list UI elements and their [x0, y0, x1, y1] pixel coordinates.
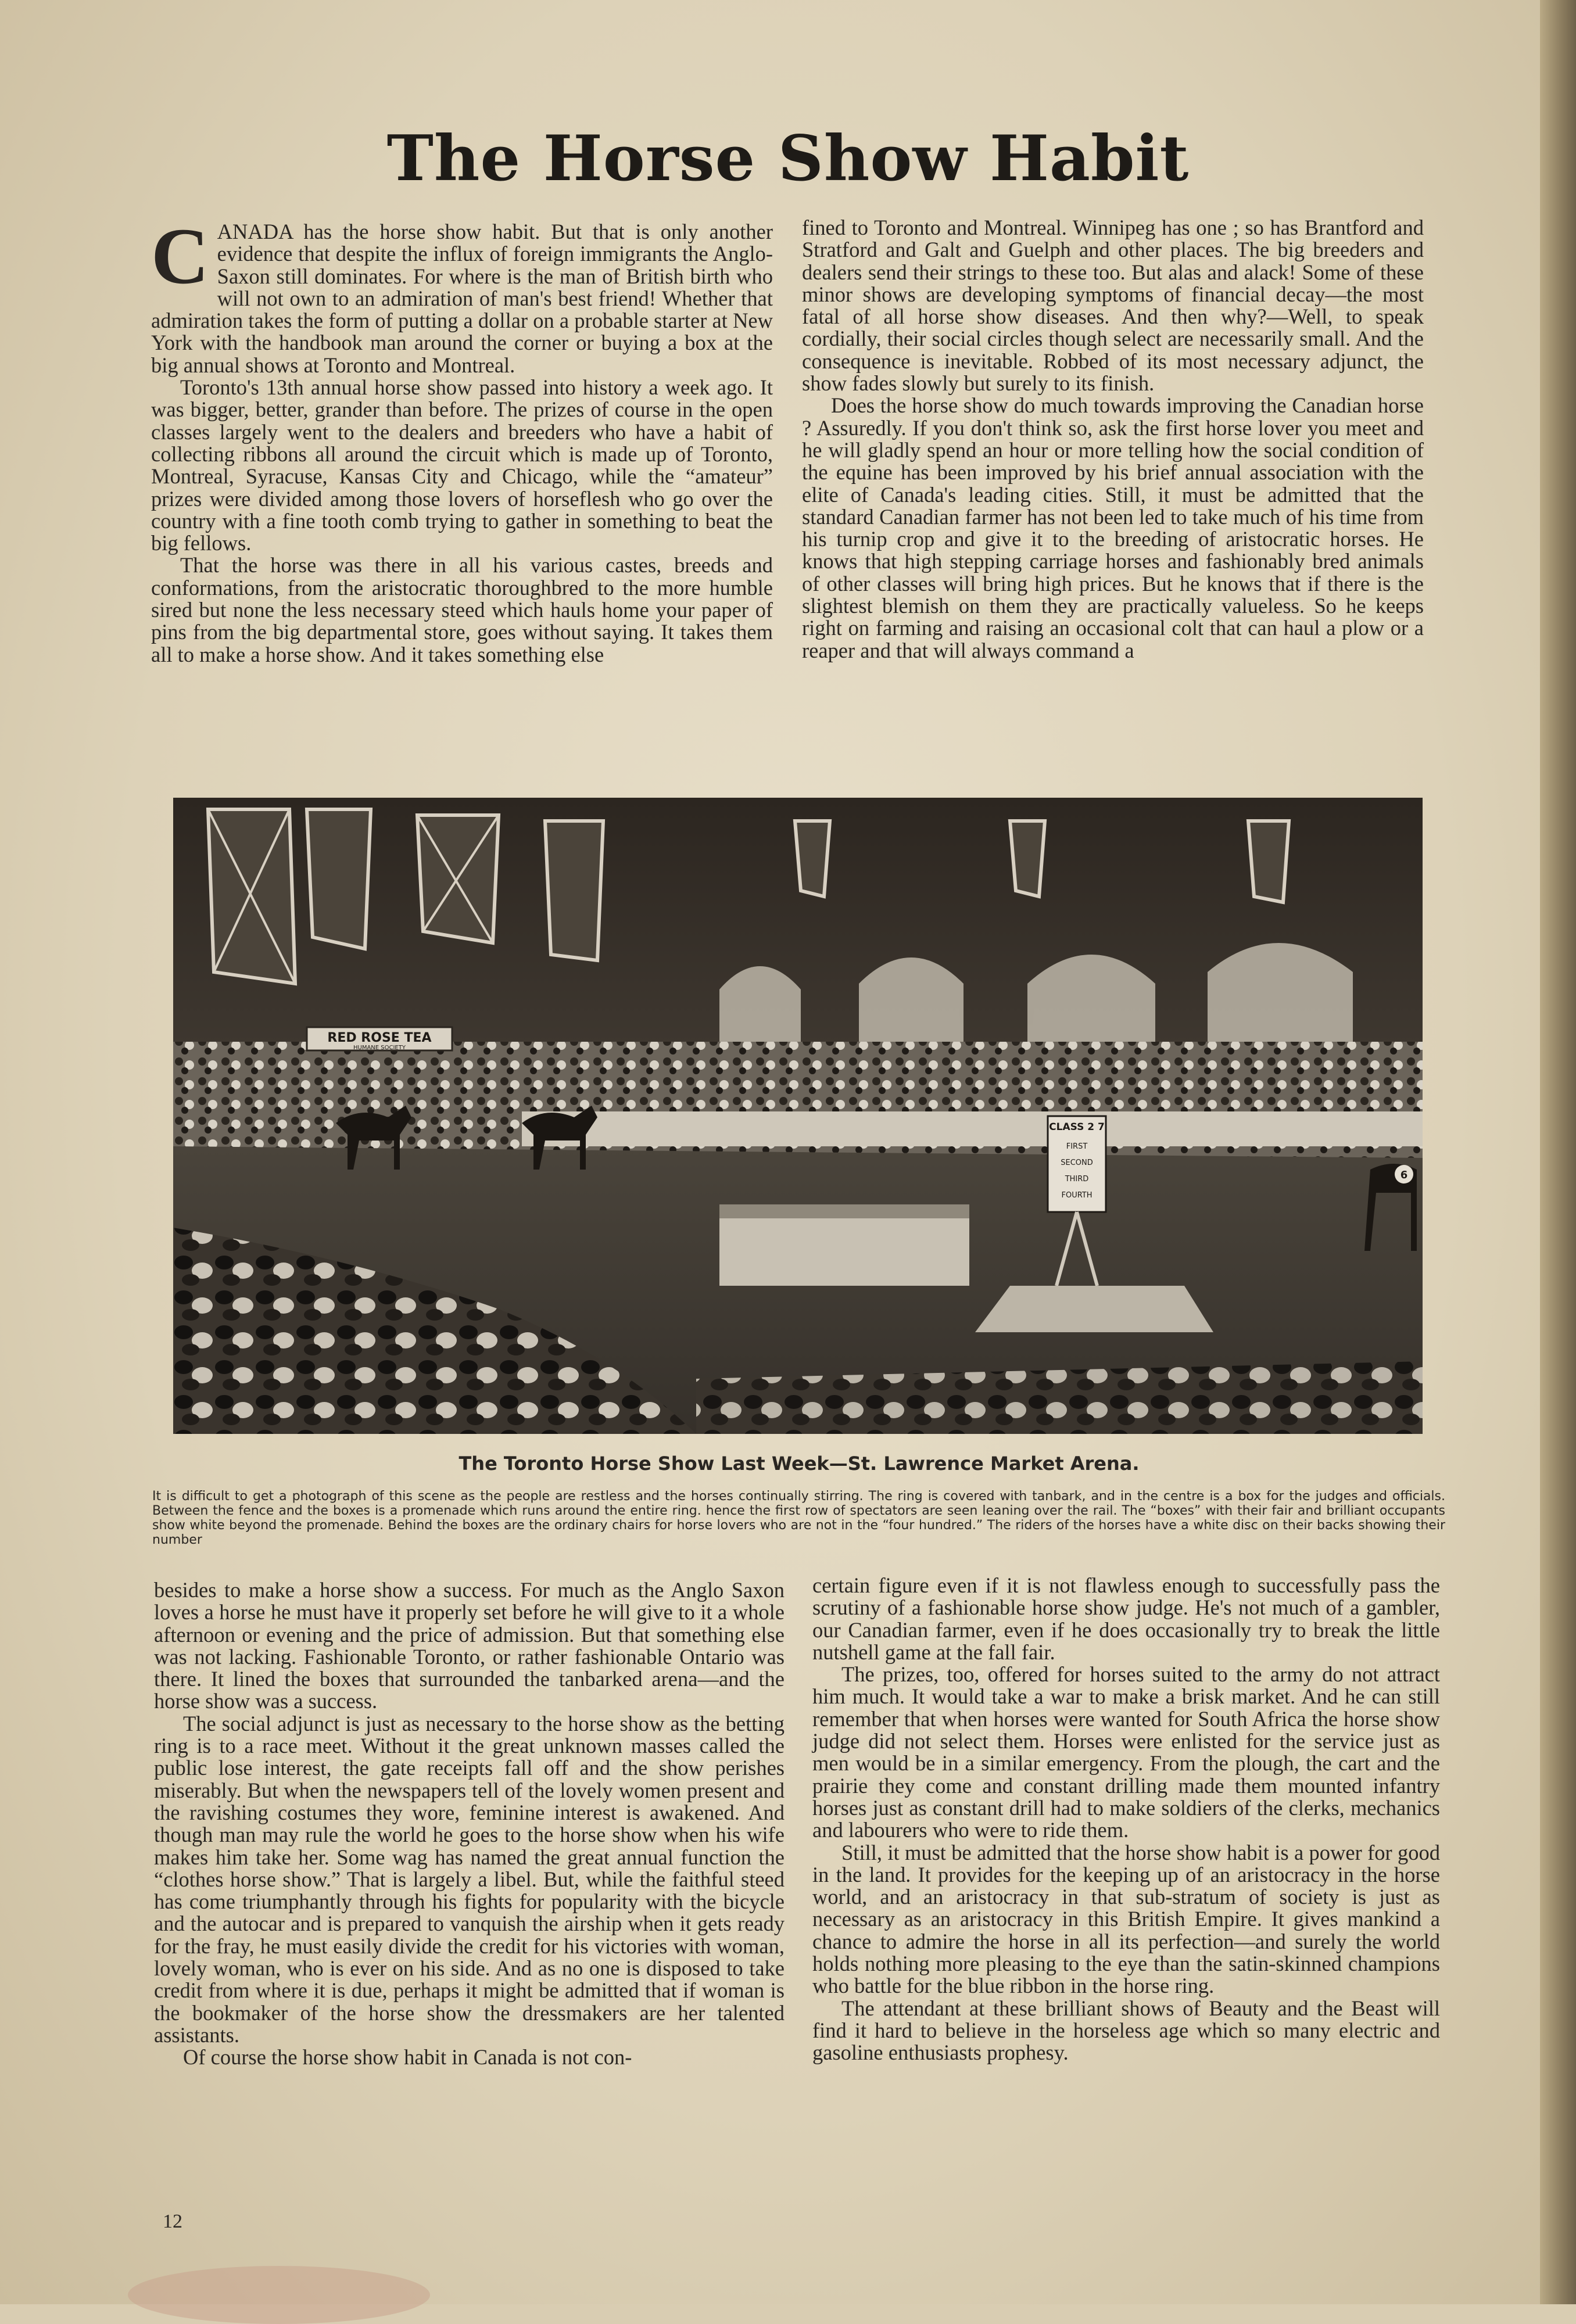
- binding-spine: [1540, 0, 1576, 2304]
- paragraph: Toronto's 13th annual horse show passed into history a week ago. It was bigger, better, grander than before. The prizes of course in the open classes largely went to the dealers and breeders who have a habit of collecting ribbons all around the circuit which is made up of Toronto, Montreal, Syracuse, Kansas City and Chicago, while the “amateur” prizes were divided among those lovers of horseflesh who go over the country with a fine tooth comb trying to gather in something to beat the big fellows.: [151, 375, 773, 555]
- column-4: [812, 1575, 1440, 2064]
- paragraph: fined to Toronto and Montreal. Winnipeg has one ; so has Brantford and Stratford and Galt and Guelph and other places. The big breeders and dealers send their strings to these too. But alas and alack! Some of these minor shows are developing symptoms of financial decay—the most fatal of all horse show diseases. And then why?—Well, to speak cordially, their social circles though select are necessarily small. And the consequence is inevitable. Robbed of its most necessary adjunct, the show fades slowly but surely to its finish.: [802, 216, 1424, 396]
- paragraph: Does the horse show do much towards improving the Canadian horse ? Assuredly. If you don't think so, ask the first horse lover you meet and he will gladly spend an hour or more telling how the social condition of the equine has been improved by his brief annual association with the elite of Canada's leading cities. Still, it must be admitted that the standard Canadian farmer has not been led to take much of his time from his turnip crop and give it to the breeding of aristocratic horses. He knows that high stepping carriage horses and fashionably bred animals of other classes will bring high prices. But he knows that if there is the slightest blemish on them they are practically valueless. So he keeps right on farming and raising an occasional colt that can haul a plow or a reaper and that will always command a: [802, 393, 1424, 662]
- banner-text: RED ROSE TEA: [327, 1031, 432, 1045]
- arena-photograph: [173, 798, 1423, 1434]
- paragraph: certain figure even if it is not flawless enough to successfully pass the scrutiny of a fashionable horse show judge. He's not much of a gambler, our Canadian farmer, even if he does occasionally try to break the little nutshell game at the fall fair.: [812, 1573, 1440, 1664]
- paragraph: besides to make a horse show a success. For much as the Anglo Saxon loves a horse he must have it properly set before he will give to it a whole afternoon or evening and the price of admission. But that something else was not lacking. Fashionable Toronto, or rather fashionable Ontario was there. It lined the boxes that surrounded the tanbarked arena—and the horse show was a success.: [154, 1578, 785, 1713]
- board-line: THIRD: [1065, 1175, 1089, 1183]
- paragraph: The prizes, too, offered for horses suited to the army do not attract him much. It would take a war to make a brisk market. And he can still remember that when horses were wanted for South Africa the horse show judge did not select them. Horses were enlisted for the service just as men would be in a similar emergency. From the plough, the cart and the prairie they come and constant drilling made them mounted infantry horses just as constant drill had to make soldiers of the clerks, mechanics and labourers who were to ride them.: [812, 1662, 1440, 1842]
- column-3: [154, 1579, 785, 2069]
- paragraph: CANADA has the horse show habit. But that is only another evidence that despite the influx of foreign immigrants the Anglo-Saxon still dominates. For where is the man of British birth who will not own to an admiration of man's best friend! Whether that admiration takes the form of putting a dollar on a probable starter at New York with the handbook man around the corner or buying a box at the big annual shows at Toronto and Montreal.: [151, 211, 773, 377]
- board-line: FIRST: [1066, 1142, 1088, 1151]
- article-title: The Horse Show Habit: [386, 122, 1190, 195]
- photo-caption-text: It is difficult to get a photograph of this scene as the people are restless and the horses continually stirring. The ring is covered with tanbark, and in the centre is a box for the judges and officials. Between the fence and the boxes is a promenade which runs around the entire ring. hence the first row of spectators are seen leaning over the rail. The “boxes” with their fair and brilliant occupants show white beyond the promenade. Behind the boxes are the ordinary chairs for horse lovers who are not in the “four hundred.” The riders of the horses have a white disc on their backs showing their number: [152, 1489, 1445, 1547]
- photo-caption-title: The Toronto Horse Show Last Week—St. Lawrence Market Arena.: [459, 1452, 1140, 1475]
- rider-number: 6: [1400, 1169, 1408, 1181]
- paragraph: Of course the horse show habit in Canada is not con-: [183, 2045, 632, 2070]
- paragraph: The social adjunct is just as necessary to the horse show as the betting ring is to a race meet. Without it the great unknown masses called the public lose interest, the gate receipts fall off and the show perishes miserably. But when the newspapers tell of the lovely women present and the ravishing costumes they wore, feminine interest is awakened. And though man may rule the world he goes to the horse show when his wife makes him take her. Some wag has named the great annual function the “clothes horse show.” That is largely a libel. But, while the faithful steed has come triumphantly through his fights for popularity with the bicycle and the autocar and is prepared to vanquish the airship when it gets ready for the fray, he must easily divide the credit for his victories with woman, lovely woman, who is ever on his side. And as no one is disposed to take credit from where it is due, perhaps it might be admitted that if woman is the bookmaker of the horse show the dressmakers are her talented assistants.: [154, 1711, 785, 2047]
- board-line: SECOND: [1061, 1159, 1093, 1167]
- banner-subtext: HUMANE SOCIETY: [353, 1045, 406, 1051]
- page-number: 12: [163, 2211, 182, 2232]
- column-1: [151, 211, 773, 666]
- column-2: [802, 217, 1424, 662]
- board-line: CLASS 2 7: [1049, 1121, 1105, 1133]
- paragraph: Still, it must be admitted that the horse show habit is a power for good in the land. It provides for the keeping up of an aristocracy in the horse world, and an aristocracy in that sub-stratum of society is just as necessary as an aristocracy in this British Empire. It gives mankind a chance to admire the horse in all its perfection—and surely the world holds nothing more pleasing to the eye than the satin-skinned champions who battle for the blue ribbon in the horse ring.: [812, 1840, 1440, 1998]
- paragraph: That the horse was there in all his various castes, breeds and conformations, from the aristocratic thoroughbred to the more humble sired but none the less necessary steed which hauls home your paper of pins from the big departmental store, goes without saying. It takes them all to make a horse show. And it takes something else: [151, 553, 773, 666]
- drop-cap: C: [151, 211, 209, 300]
- board-line: FOURTH: [1061, 1191, 1093, 1200]
- paper-stain: [128, 2266, 430, 2324]
- paragraph: The attendant at these brilliant shows of Beauty and the Beast will find it hard to believe in the horseless age which so many electric and gasoline enthusiasts prophesy.: [812, 1996, 1440, 2065]
